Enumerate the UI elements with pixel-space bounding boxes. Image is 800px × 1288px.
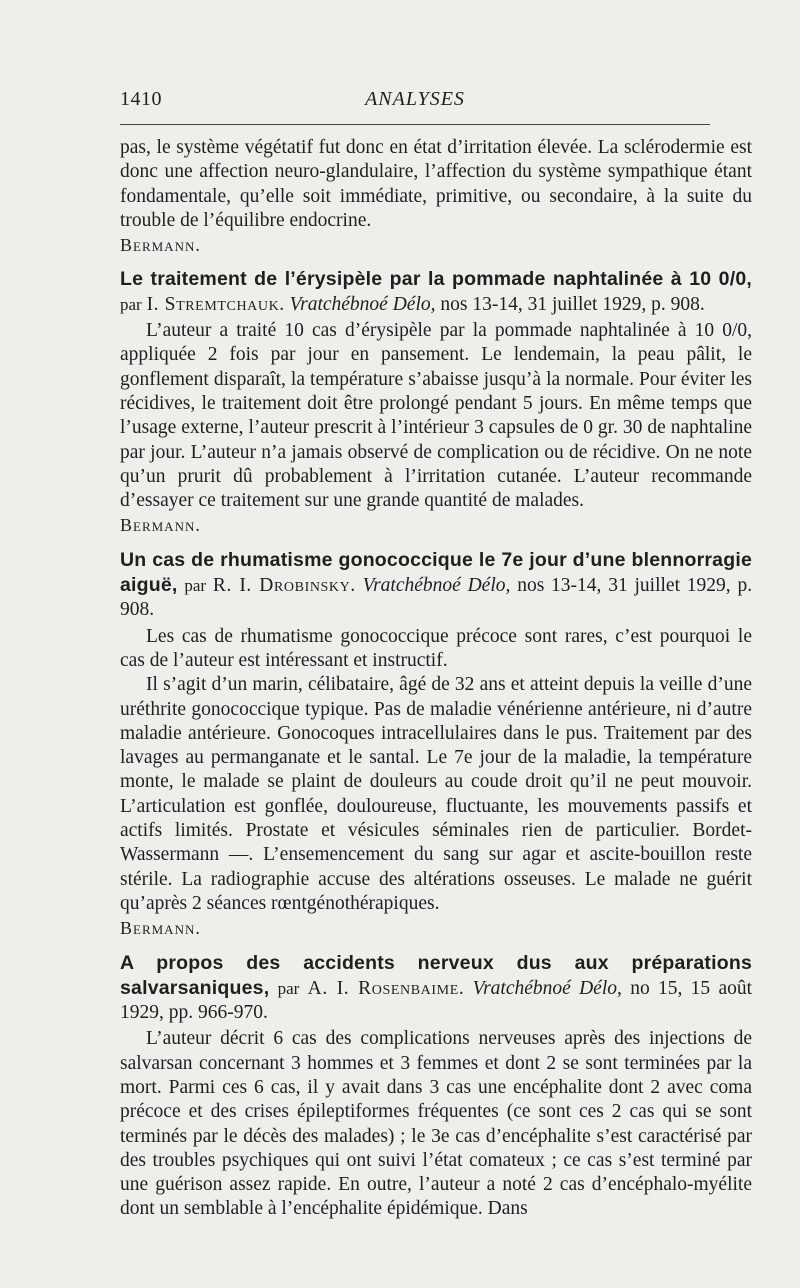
article-author: R. I. Drobinsky. [212,575,356,597]
article-author: A. I. Rosenbaime. [307,977,465,999]
article-author: I. Stremtchauk. [146,293,285,315]
byline-lead: par [277,978,300,998]
article-erysipele [120,267,752,537]
article-paragraph: Il s’agit d’un marin, célibataire, âgé de 32 ans et atteint depuis la veille d’une uréthrite gonococcique typique. Pas de maladie vénérienne antérieure, ni d’autre maladie antérieure. Gonocoques intracellulaires dans le pus. Traitement par des lavages au permanganate et le santal. Le 7e jour de la maladie, la température monte, le malade se plaint de douleurs au coude droit qu’il ne peut mouvoir. L’articulation est gonflée, douloureuse, fluctuante, les mouvements passifs et actifs limités. Prostate et vésicules séminales rien de particulier. Bordet-Wassermann —. L’ensemencement du sang sur agar et ascite-bouillon reste stérile. La radiographie accuse des altérations osseuses. Le malade ne guérit qu’après 2 séances rœntgénothérapiques. [120,674,752,914]
article-paragraph: L’auteur décrit 6 cas des complications nerveuses après des injections de salvarsan concernant 3 hommes et 3 femmes et dont 2 se sont terminées par la mort. Parmi ces 6 cas, il y avait dans 3 cas une encéphalite dont 2 avec coma précoce et des crises épileptiformes fréquentes (ce sont ces 2 cas qui se sont terminés par le décès des malades) ; le 3e cas d’encéphalite s’est caractérisé par des troubles psychiques qui ont suivi l’état comateux ; ce cas s’est terminé par une guérison assez rapide. En outre, l’auteur a noté 2 cas d’encéphalo-myélite dont un semblable à l’encéphalite épidémique. Dans [120,1028,752,1220]
byline-lead: par [120,294,142,314]
article-heading [120,951,752,1026]
article-title: Le traitement de l’érysipèle par la pommade naphtalinée à 10 0/0, [120,268,752,291]
journal-reference: nos 13-14, 31 juillet 1929, p. 908. [120,575,753,621]
signature: Bermann. [120,918,201,939]
journal-name: Vratchébnoé Délo, [472,977,622,999]
page-body [120,136,752,1222]
continuation-paragraph: pas, le système végétatif fut donc en état d’irritation élevée. La sclérodermie est donc une affection neuro-glandulaire, l’affection du système sympathique étant fondamentale, qu’elle soit immédiate, primitive, ou secondaire, à la suite du trouble de l’équilibre endocrine. [120,137,752,231]
journal-reference: nos 13-14, 31 juillet 1929, p. 908. [440,293,705,315]
header-rule [120,124,710,125]
article-title: Un cas de rhumatisme gonococcique le 7e jour d’une blennorragie aiguë, [120,548,752,597]
journal-reference: no 15, 15 août 1929, pp. 966-970. [120,977,753,1024]
journal-name: Vratchébnoé Délo, [289,293,436,315]
page-header [120,88,710,118]
article-salvarsan [120,951,752,1222]
byline-lead: par [184,576,207,596]
signature: Bermann. [120,515,201,536]
signature: Bermann. [120,235,201,256]
running-head: ANALYSES [365,88,465,110]
article-rhumatisme [120,548,752,941]
article-heading [120,548,752,623]
journal-name: Vratchébnoé Délo, [362,575,511,597]
article-heading [120,267,752,317]
article-paragraph: Les cas de rhumatisme gonococcique précoce sont rares, c’est pourquoi le cas de l’auteur est intéressant et instructif. [120,625,752,671]
page-number: 1410 [120,88,162,110]
article-title: A propos des accidents nerveux dus aux préparations salvarsaniques, [120,951,752,999]
article-paragraph: L’auteur a traité 10 cas d’érysipèle par la pommade naphtalinée à 10 0/0, appliquée 2 fois par jour en pansement. Le lendemain, la peau pâlit, le gonflement disparaît, la température s’abaisse jusqu’à la normale. Pour éviter les récidives, le traitement doit être prolongé pendant 5 jours. En même temps que l’usage externe, l’auteur prescrit à l’intérieur 3 capsules de 0 gr. 30 de naphtaline par jour. L’auteur n’a jamais observé de complication ou de récidive. On ne note qu’un prurit dû probablement à l’irritation cutanée. L’auteur recommande d’essayer ce traitement sur une grande quantité de malades. [120,320,752,512]
